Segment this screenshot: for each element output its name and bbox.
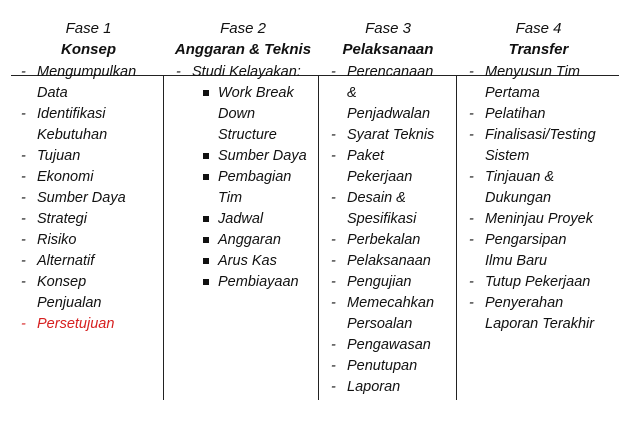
list-item-text: Meninjau Proyek — [485, 211, 593, 227]
header-fase-1 — [11, 18, 166, 60]
sub-list-item-text: Jadwal — [218, 211, 264, 227]
dash-bullet: - — [469, 295, 474, 311]
dash-bullet: - — [469, 274, 474, 290]
list-item — [459, 167, 619, 209]
list-item — [321, 293, 456, 335]
list-item-text: Strategi — [37, 211, 87, 227]
dash-bullet: - — [331, 253, 336, 269]
list-item — [321, 251, 456, 272]
dash-bullet: - — [21, 190, 26, 206]
column-pelaksanaan — [321, 62, 456, 398]
list-item — [321, 335, 456, 356]
list-item — [11, 188, 163, 209]
square-bullet-icon — [194, 251, 218, 272]
list-item-text: Identifikasi Kebutuhan — [37, 106, 108, 143]
square-bullet-icon — [194, 146, 218, 167]
dash-bullet: - — [331, 358, 336, 374]
dash-bullet: - — [21, 274, 26, 290]
square-bullet-icon — [194, 272, 218, 293]
sub-list-item — [194, 272, 318, 293]
list-item-text: Perbekalan — [347, 232, 421, 248]
dash-bullet: - — [331, 190, 336, 206]
phase-label: Fase 3 — [365, 20, 411, 37]
dash-bullet: - — [21, 64, 26, 80]
dash-bullet: - — [469, 232, 474, 248]
list-item — [459, 272, 619, 293]
list-item-text: Ekonomi — [37, 169, 94, 185]
list-item-text: Konsep Penjualan — [37, 274, 102, 311]
list-item-text: Memecahkan Persoalan — [347, 295, 435, 332]
list-item — [11, 314, 163, 335]
list-item — [166, 62, 318, 83]
square-bullet-icon — [194, 209, 218, 230]
dash-bullet: - — [21, 148, 26, 164]
dash-bullet: - — [331, 379, 336, 395]
list-item — [321, 125, 456, 146]
list-item — [11, 104, 163, 146]
sub-list-item-text: Sumber Daya — [218, 148, 307, 164]
list-item — [321, 62, 456, 125]
phase-title: Pelaksanaan — [342, 41, 434, 58]
list-item — [11, 230, 163, 251]
list-item-text: Paket Pekerjaan — [347, 148, 413, 185]
sub-list-item — [194, 230, 318, 251]
list-item-text: Desain & Spesifikasi — [347, 190, 417, 227]
column-divider — [163, 76, 164, 400]
phase-table — [11, 14, 619, 402]
list-item — [459, 209, 619, 230]
list-item-text: Studi Kelayakan: — [192, 64, 301, 80]
list-item-text: Syarat Teknis — [347, 127, 435, 143]
dash-bullet: - — [469, 211, 474, 227]
phase-label: Fase 1 — [65, 20, 112, 37]
list-item-text: Sumber Daya — [37, 190, 126, 206]
column-konsep — [11, 62, 163, 335]
column-transfer — [459, 62, 619, 335]
list-item-text: Tutup Pekerjaan — [485, 274, 591, 290]
list-item — [321, 230, 456, 251]
sub-list-item — [194, 146, 318, 167]
sub-list-item-text: Arus Kas — [218, 253, 277, 269]
dash-bullet: - — [331, 337, 336, 353]
list-item — [11, 146, 163, 167]
list-item-text: Pengujian — [347, 274, 412, 290]
list-item-text: Laporan — [347, 379, 401, 395]
column-divider — [318, 76, 319, 400]
phase-label: Fase 4 — [515, 20, 562, 37]
square-bullet-icon — [194, 83, 218, 146]
dash-bullet: - — [469, 169, 474, 185]
phase-title: Transfer — [508, 41, 569, 58]
list-item — [459, 293, 619, 335]
dash-bullet: - — [176, 64, 181, 80]
list-item — [459, 62, 619, 104]
dash-bullet: - — [21, 316, 26, 332]
list-item-text: Tinjauan & Dukungan — [485, 169, 555, 206]
list-item — [321, 188, 456, 230]
list-item — [459, 230, 619, 272]
dash-bullet: - — [469, 127, 474, 143]
list-item-text: Alternatif — [37, 253, 95, 269]
dash-bullet: - — [331, 232, 336, 248]
dash-bullet: - — [331, 274, 336, 290]
header-fase-3 — [318, 18, 458, 60]
list-item — [11, 167, 163, 188]
dash-bullet: - — [21, 106, 26, 122]
dash-bullet: - — [21, 211, 26, 227]
list-item — [11, 62, 163, 104]
dash-bullet: - — [331, 64, 336, 80]
sub-list-item — [194, 83, 318, 146]
column-anggaran-teknis — [166, 62, 318, 293]
list-item — [11, 209, 163, 230]
dash-bullet: - — [21, 232, 26, 248]
list-item-text: Risiko — [37, 232, 77, 248]
square-bullet-icon — [194, 167, 218, 209]
list-item-text: Mengumpulkan Data — [37, 64, 137, 101]
list-item-text: Penyerahan Laporan Terakhir — [485, 295, 595, 332]
dash-bullet: - — [331, 148, 336, 164]
dash-bullet: - — [469, 64, 474, 80]
list-item — [459, 104, 619, 125]
square-bullet-icon — [194, 230, 218, 251]
list-item-text: Finalisasi/Testing Sistem — [485, 127, 596, 164]
phase-title: Anggaran & Teknis — [174, 41, 312, 58]
list-item — [11, 251, 163, 272]
sub-list-item-text: Work Break Down Structure — [218, 85, 294, 143]
list-item — [321, 356, 456, 377]
dash-bullet: - — [21, 253, 26, 269]
phase-label: Fase 2 — [220, 20, 266, 37]
list-item — [321, 377, 456, 398]
list-item-text: Pengawasan — [347, 337, 431, 353]
column-divider — [456, 76, 457, 400]
list-item-text: Penutupan — [347, 358, 418, 374]
header-fase-4 — [458, 18, 619, 60]
dash-bullet: - — [469, 106, 474, 122]
dash-bullet: - — [21, 169, 26, 185]
list-item-text: Perencanaan & Penjadwalan — [347, 64, 434, 122]
list-item-text: Pelaksanaan — [347, 253, 431, 269]
list-item — [321, 146, 456, 188]
sub-list-item — [194, 209, 318, 230]
list-item — [11, 272, 163, 314]
phase-title: Konsep — [60, 41, 116, 58]
sub-list-item — [194, 167, 318, 209]
list-item-text: Menyusun Tim Pertama — [485, 64, 580, 101]
sub-list-item-text: Pembagian Tim — [218, 169, 292, 206]
list-item-text: Tujuan — [37, 148, 81, 164]
dash-bullet: - — [331, 295, 336, 311]
list-item-text: Persetujuan — [37, 316, 115, 332]
list-item — [459, 125, 619, 167]
list-item — [321, 272, 456, 293]
dash-bullet: - — [331, 127, 336, 143]
sub-list-item-text: Anggaran — [218, 232, 281, 248]
sub-list-item-text: Pembiayaan — [218, 274, 299, 290]
list-item-text: Pengarsipan Ilmu Baru — [485, 232, 567, 269]
list-item-text: Pelatihan — [485, 106, 546, 122]
header-fase-2 — [168, 18, 318, 60]
sub-list-item — [194, 251, 318, 272]
